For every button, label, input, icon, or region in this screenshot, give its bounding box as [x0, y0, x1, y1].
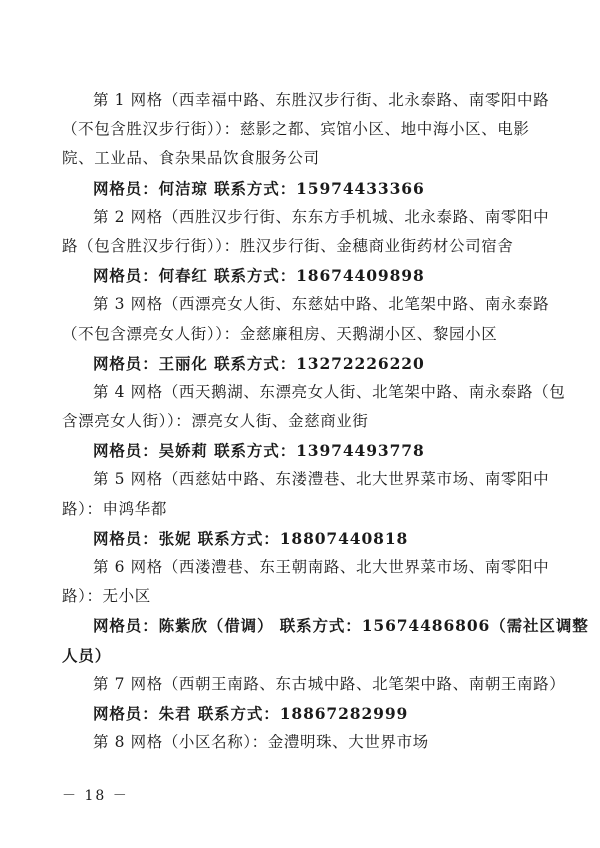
text-line: 第 2 网格（西胜汉步行街、东东方手机城、北永泰路、南零阳中 — [93, 207, 550, 226]
text-line: 院、工业品、食杂果品饮食服务公司 — [62, 149, 320, 168]
grid-staff-line: 网格员：张妮 联系方式：18807440818 — [93, 528, 409, 548]
text-line: 含漂亮女人街））：漂亮女人街、金慈商业街 — [62, 412, 369, 431]
text-line: 第 7 网格（西朝王南路、东古城中路、北笔架中路、南朝王南路） — [93, 674, 566, 693]
grid-staff-line: 网格员：王丽化 联系方式：13272226220 — [93, 353, 425, 373]
grid-staff-line: 网格员：何春红 联系方式：18674409898 — [93, 266, 425, 286]
text-line: 第 1 网格（西幸福中路、东胜汉步行街、北永泰路、南零阳中路 — [93, 91, 550, 109]
text-line: 路）：无小区 — [62, 587, 151, 606]
text-line: 第 6 网格（西溇澧巷、东王朝南路、北大世界菜市场、南零阳中 — [93, 558, 550, 576]
grid-staff-line: 网格员：吴娇莉 联系方式：13974493778 — [93, 441, 425, 461]
text-line: 第 5 网格（西慈姑中路、东溇澧巷、北大世界菜市场、南零阳中 — [93, 470, 550, 489]
grid-staff-line: 网格员：陈紫欣（借调） 联系方式：15674486806（需社区调整 — [93, 616, 589, 636]
text-line: 第 8 网格（小区名称）：金澧明珠、大世界市场 — [93, 733, 429, 752]
text-line: 路（包含胜汉步行街））：胜汉步行街、金穗商业街药材公司宿舍 — [62, 236, 514, 255]
text-line: （不包含漂亮女人街））：金慈廉租房、天鹅湖小区、黎园小区 — [62, 324, 498, 343]
text-line: （不包含胜汉步行街））：慈影之都、宾馆小区、地中海小区、电影 — [62, 120, 530, 139]
page-number: － 18 － — [62, 788, 129, 804]
grid-staff-line: 网格员：何洁琼 联系方式：15974433366 — [93, 178, 425, 198]
document-body — [62, 86, 589, 757]
text-line: 第 3 网格（西漂亮女人街、东慈姑中路、北笔架中路、南永泰路 — [93, 295, 550, 314]
grid-staff-line: 人员） — [62, 645, 112, 665]
text-line: 第 4 网格（西天鹅湖、东漂亮女人街、北笔架中路、南永泰路（包 — [93, 382, 566, 401]
text-line: 路）：申鸿华都 — [62, 499, 167, 518]
grid-staff-line: 网格员：朱君 联系方式：18867282999 — [93, 703, 409, 723]
